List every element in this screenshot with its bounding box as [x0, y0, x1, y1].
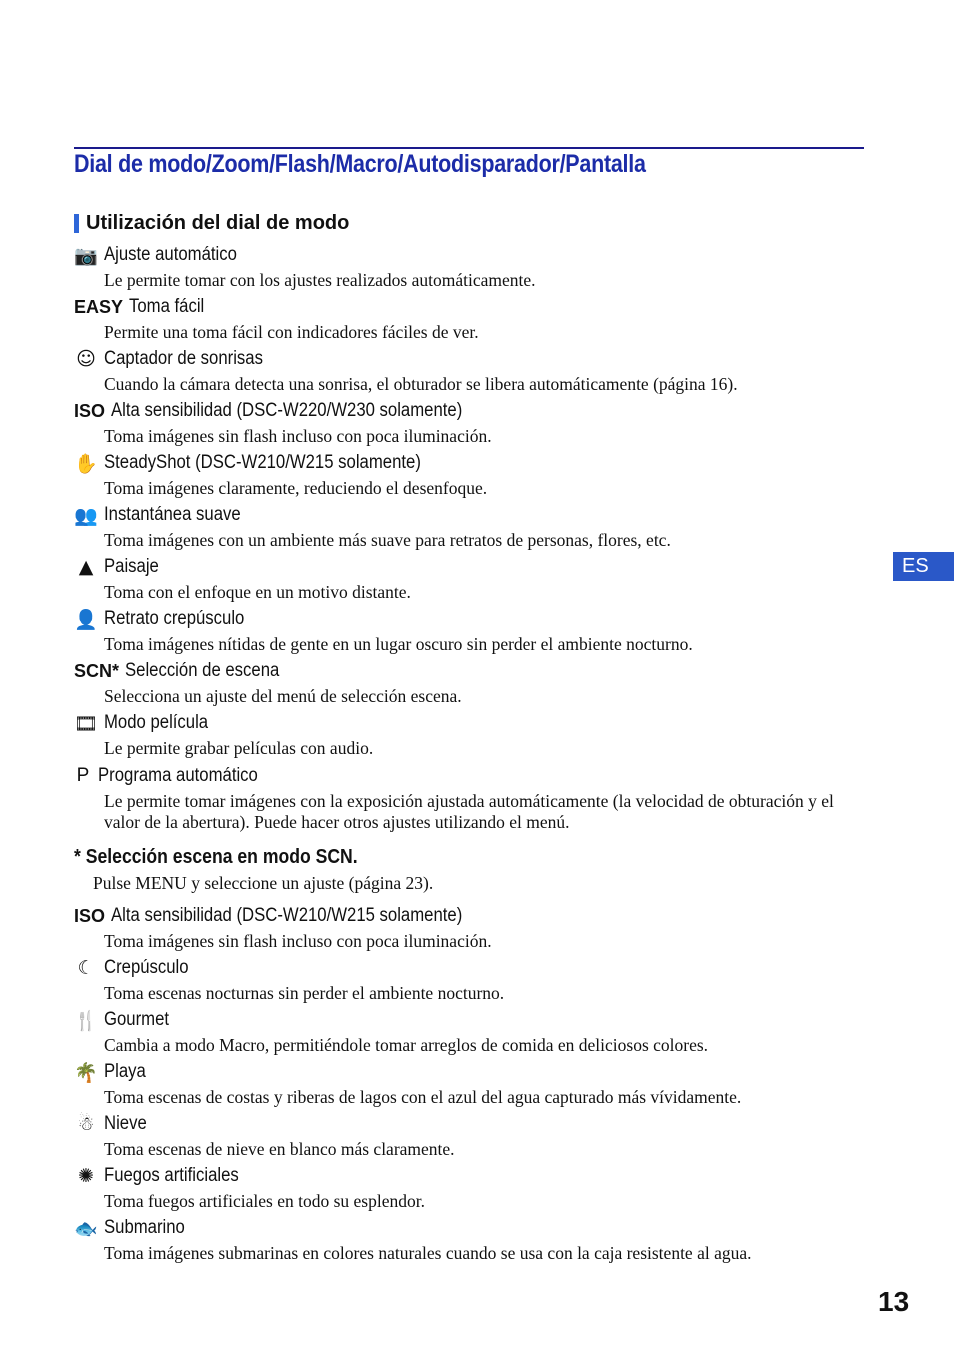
section-bar: [74, 214, 79, 233]
scene-label: Crepúsculo: [104, 957, 189, 978]
mode-description: Le permite tomar imágenes con la exposición ajustada automáticamente (la velocidad de obturación y el valor de la abertura). Puede hacer otros ajustes utilizando el menú.: [104, 791, 834, 832]
fireworks-icon: ✺: [78, 1165, 94, 1187]
mode-label: Paisaje: [104, 556, 159, 577]
mode-description: Permite una toma fácil con indicadores fáciles de ver.: [104, 322, 479, 342]
mode-description: Toma imágenes nítidas de gente en un lugar oscuro sin perder el ambiente nocturno.: [104, 634, 693, 654]
mode-label: SteadyShot (DSC-W210/W215 solamente): [104, 452, 421, 473]
iso-icon: ISO: [74, 905, 106, 926]
mode-label: Toma fácil: [129, 296, 205, 317]
mode-label: Instantánea suave: [104, 504, 241, 525]
twilight-portrait-icon: 👤: [74, 608, 98, 631]
scene-item: [74, 903, 874, 952]
mode-label: Ajuste automático: [104, 244, 237, 265]
title-rule: [74, 147, 864, 149]
section-title: [74, 212, 349, 235]
steadyshot-hand-icon: ✋: [74, 452, 98, 475]
mode-description: Le permite tomar con los ajustes realizados automáticamente.: [104, 270, 536, 290]
easy-icon: EASY: [74, 296, 124, 317]
scene-label: Submarino: [104, 1217, 185, 1238]
movie-film-icon: 🎞: [74, 712, 99, 735]
smile-icon: ☺: [76, 348, 96, 370]
mode-item: [74, 606, 874, 655]
language-tab: ES: [893, 552, 954, 581]
program-p-icon: P: [76, 765, 90, 786]
iso-icon: ISO: [74, 400, 106, 421]
page-title: Dial de modo/Zoom/Flash/Macro/Autodisparador/Pantalla: [74, 150, 646, 178]
fork-knife-icon: 🍴: [74, 1009, 98, 1032]
mode-description: Selecciona un ajuste del menú de selección escena.: [104, 686, 462, 706]
page-number: 13: [878, 1286, 910, 1317]
mode-label: Modo película: [104, 712, 209, 733]
mode-item: [74, 502, 874, 551]
mode-description: Toma imágenes sin flash incluso con poca iluminación.: [104, 426, 492, 446]
scene-label: Gourmet: [104, 1009, 170, 1030]
scene-label: Playa: [104, 1061, 146, 1082]
scene-description: Toma imágenes sin flash incluso con poca iluminación.: [104, 931, 492, 951]
scene-item: [74, 955, 874, 1004]
mode-label: Programa automático: [98, 765, 258, 786]
scene-item: [74, 1163, 874, 1212]
mode-item: [74, 450, 874, 499]
mode-item: [74, 658, 874, 707]
section-title-text: Utilización del dial de modo: [86, 212, 350, 234]
mode-description: Cuando la cámara detecta una sonrisa, el obturador se libera automáticamente (página 16).: [104, 374, 738, 394]
moon-icon: ☾: [77, 957, 95, 979]
mode-label: Selección de escena: [125, 660, 280, 681]
fish-icon: 🐟: [74, 1217, 98, 1240]
mode-label: Alta sensibilidad (DSC-W220/W230 solamente): [111, 400, 463, 421]
mode-description: Toma imágenes claramente, reduciendo el desenfoque.: [104, 478, 488, 498]
scene-description: Toma escenas de nieve en blanco más claramente.: [104, 1139, 455, 1159]
snowman-icon: ☃: [77, 1113, 95, 1135]
scene-label: Nieve: [104, 1113, 147, 1134]
mode-item: [74, 554, 874, 603]
soft-snap-icon: 👥: [74, 504, 98, 527]
mode-label: Captador de sonrisas: [104, 348, 263, 369]
camera-icon: 📷: [74, 244, 98, 267]
scene-description: Toma imágenes submarinas en colores naturales cuando se usa con la caja resistente al agua.: [104, 1243, 752, 1263]
mode-item: [74, 763, 874, 833]
mode-item: [74, 346, 874, 395]
scn-icon: SCN*: [74, 660, 120, 681]
mode-item: [74, 398, 874, 447]
scene-description: Toma escenas de costas y riberas de lagos con el azul del agua capturado más vívidamente.: [104, 1087, 742, 1107]
scene-description: Cambia a modo Macro, permitiéndole tomar arreglos de comida en deliciosos colores.: [104, 1035, 709, 1055]
mode-item: [74, 294, 874, 343]
mode-label: Retrato crepúsculo: [104, 608, 245, 629]
mode-description: Toma imágenes con un ambiente más suave para retratos de personas, flores, etc.: [104, 530, 671, 550]
scene-item: [74, 1007, 874, 1056]
scene-description: Toma escenas nocturnas sin perder el ambiente nocturno.: [104, 983, 505, 1003]
mode-item: [74, 710, 874, 759]
scene-label: Alta sensibilidad (DSC-W210/W215 solamente): [111, 905, 463, 926]
landscape-icon: ▲: [78, 556, 94, 578]
scene-description: Toma fuegos artificiales en todo su esplendor.: [104, 1191, 425, 1211]
scene-item: [74, 1111, 874, 1160]
mode-item: [74, 242, 874, 291]
beach-palm-icon: 🌴: [74, 1061, 98, 1084]
mode-description: Toma con el enfoque en un motivo distante.: [104, 582, 411, 602]
mode-description: Le permite grabar películas con audio.: [104, 738, 374, 758]
scene-item: [74, 1215, 874, 1264]
scene-note-description: Pulse MENU y seleccione un ajuste (página 23).: [93, 873, 434, 893]
scene-label: Fuegos artificiales: [104, 1165, 239, 1186]
scene-note-title: * Selección escena en modo SCN.: [74, 846, 358, 868]
scene-item: [74, 1059, 874, 1108]
